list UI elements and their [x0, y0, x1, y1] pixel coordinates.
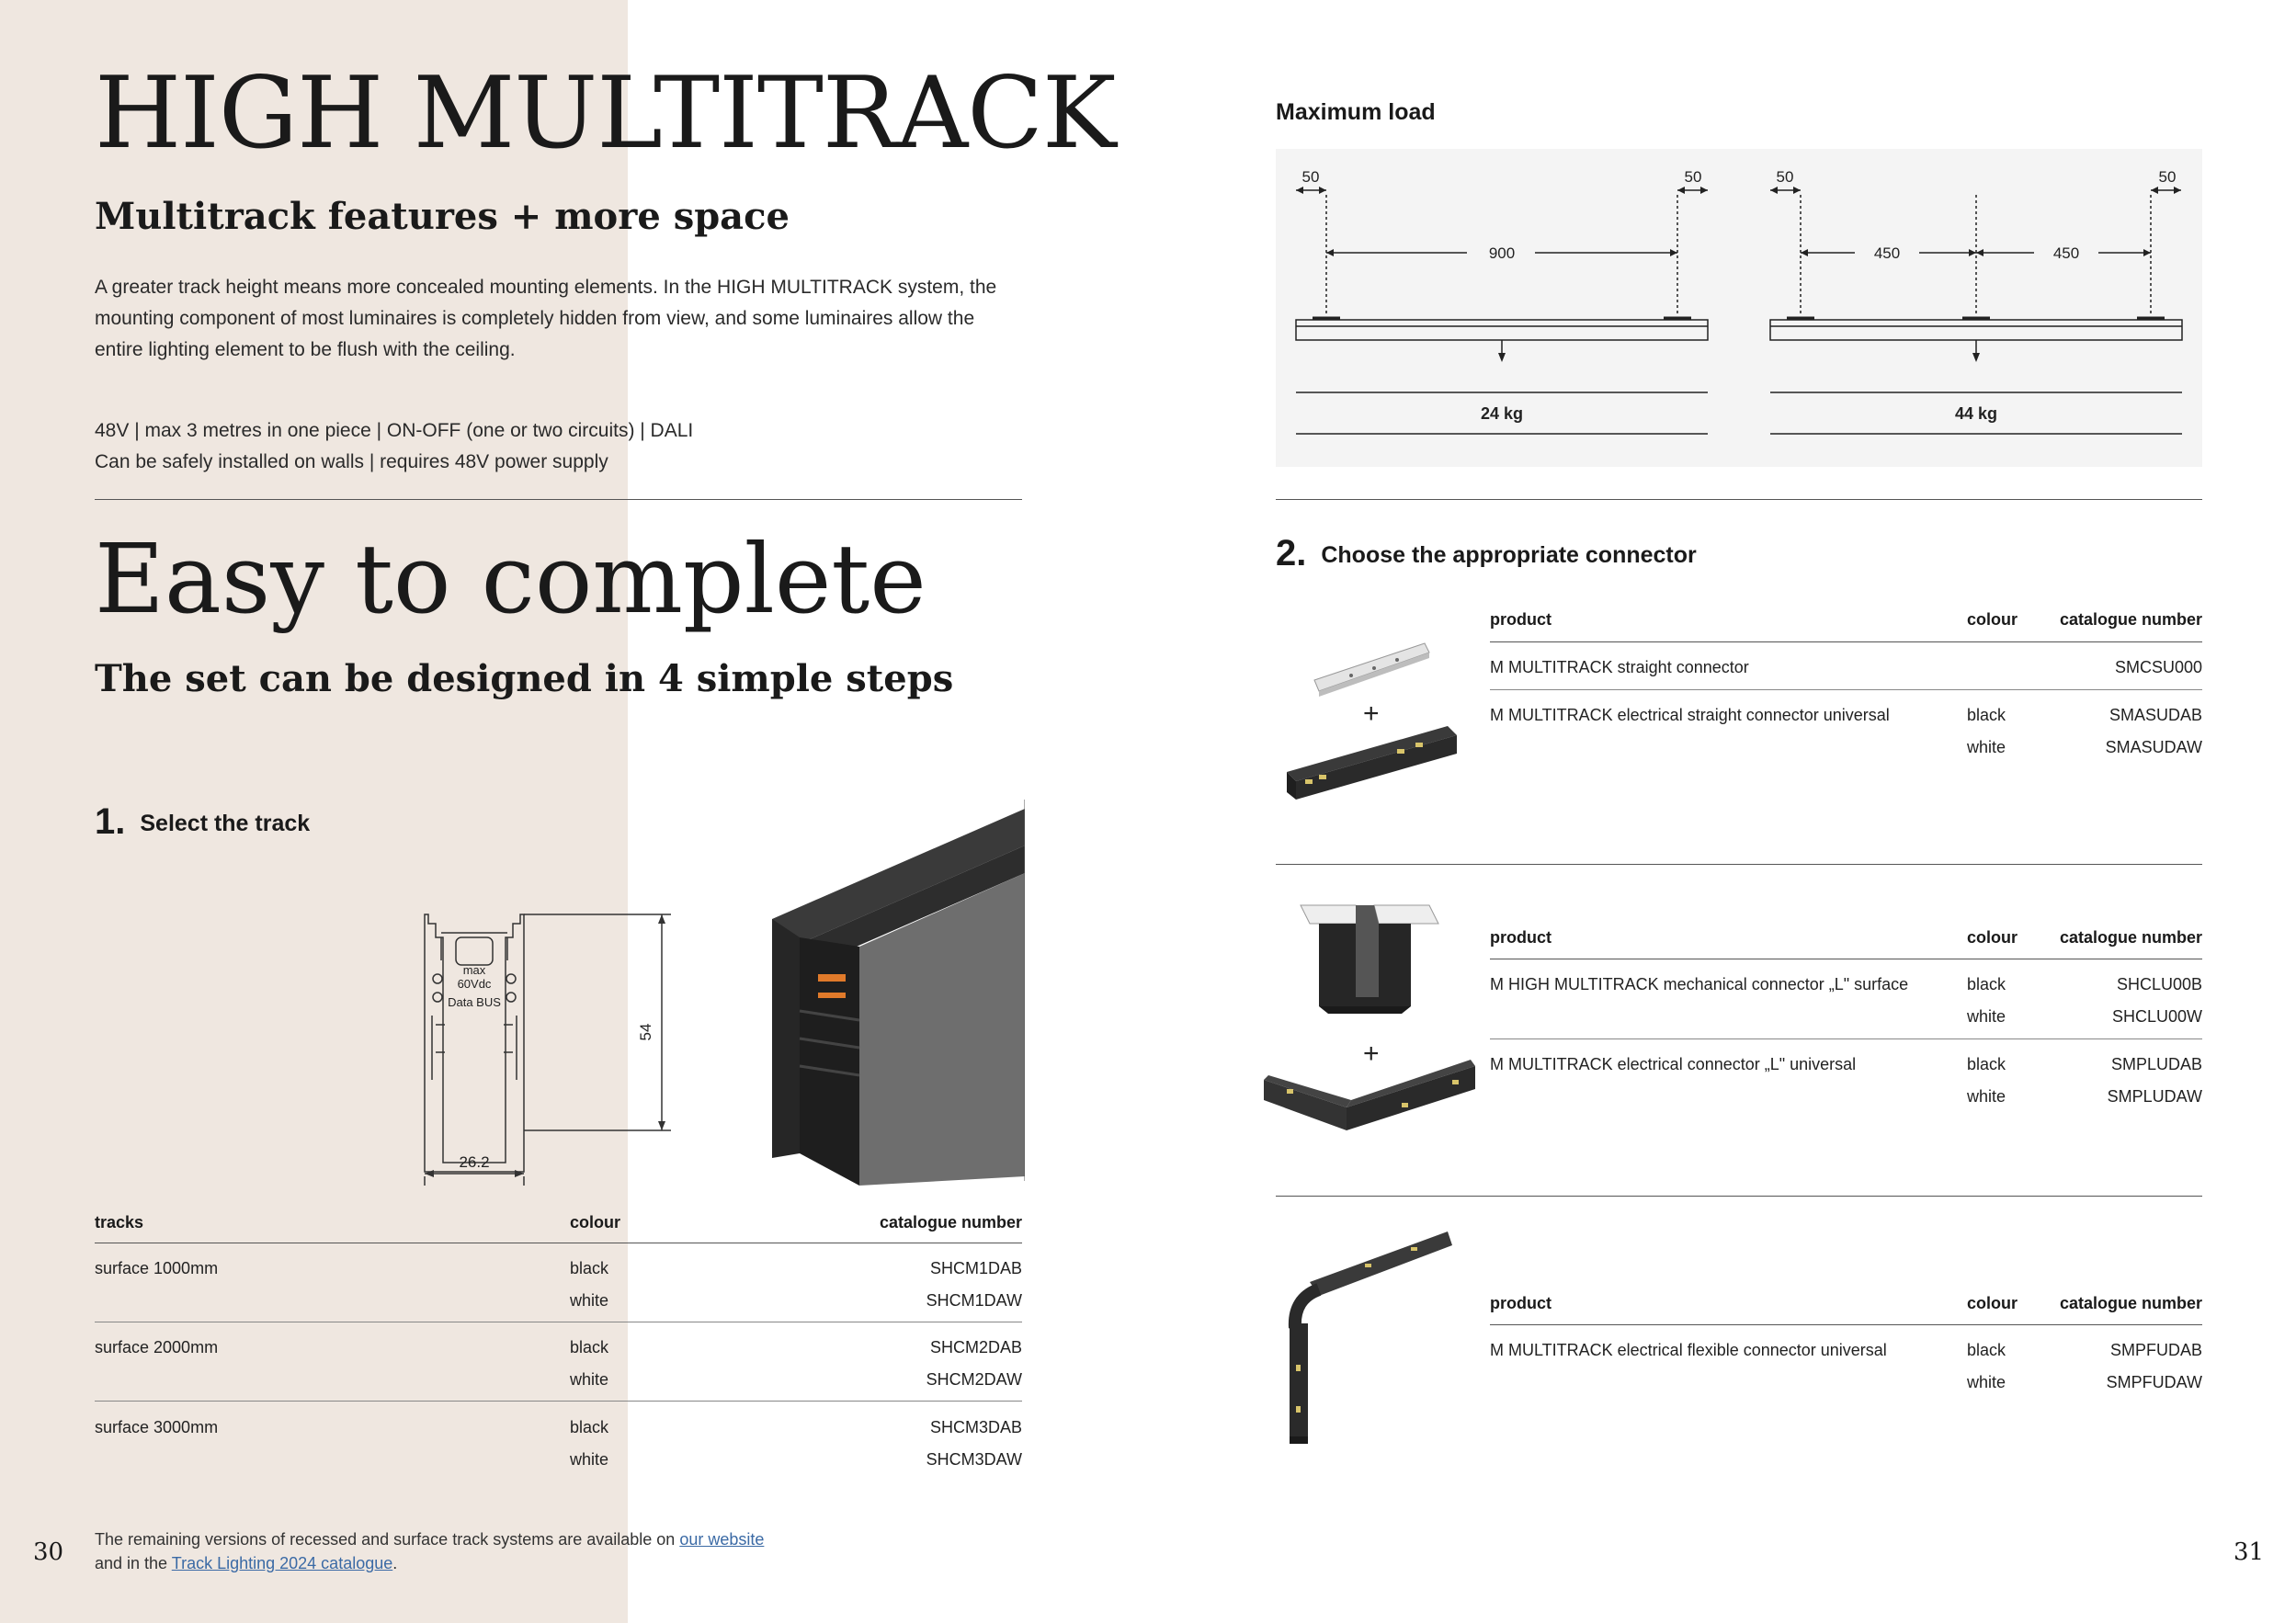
- t2-header-product: product: [1490, 928, 1552, 947]
- track-row-3-code-2: SHCM3DAW: [926, 1450, 1022, 1469]
- section-divider-right: [1276, 499, 2202, 500]
- load2-left-dim: 50: [1776, 168, 1794, 186]
- t2-row-1-colour-2: white: [1967, 1007, 2006, 1026]
- t1-header-product: product: [1490, 610, 1552, 629]
- l-connector-image: [1264, 896, 1480, 1149]
- specs-line-1: 48V | max 3 metres in one piece | ON-OFF (one or two circuits) | DALI: [95, 420, 694, 441]
- max-load-title: Maximum load: [1276, 99, 1436, 125]
- t1-row-2-product: M MULTITRACK electrical straight connector universal: [1490, 706, 1890, 724]
- track-3d-image: [767, 800, 1025, 1186]
- track-row-1-code-2: SHCM1DAW: [926, 1291, 1022, 1310]
- t1-header-colour: colour: [1967, 610, 2018, 629]
- load2-weight: 44 kg: [1954, 404, 1998, 423]
- step-2-label: Choose the appropriate connector: [1321, 542, 1697, 568]
- load1-left-dim: 50: [1301, 168, 1320, 186]
- t2-row-1-code-1: SHCLU00B: [2116, 975, 2202, 993]
- step-1-label: Select the track: [140, 811, 311, 836]
- t2-row-2-code-1: SMPLUDAB: [2110, 1055, 2202, 1073]
- track-row-2-name: surface 2000mm: [95, 1338, 219, 1356]
- t1-row-2-code-1: SMASUDAB: [2108, 706, 2202, 724]
- footer-text-1: The remaining versions of recessed and surface track systems are available on: [95, 1530, 680, 1549]
- plus-sign-1: +: [1363, 698, 1380, 729]
- max-load-diagram: [1276, 149, 2202, 467]
- track-row-2-colour-2: white: [570, 1370, 609, 1389]
- drawing-width-dim: 26.2: [459, 1153, 490, 1171]
- t2-row-1-colour-1: black: [1967, 975, 2006, 993]
- load1-right-dim: 50: [1684, 168, 1702, 186]
- tracks-col-header-colour: colour: [570, 1213, 621, 1231]
- t2-header-colour: colour: [1967, 928, 2018, 947]
- track-row-1-colour-1: black: [570, 1259, 609, 1277]
- section-divider-left: [95, 499, 1022, 500]
- t2-header-catalogue: catalogue number: [2059, 928, 2202, 947]
- track-row-1-code-1: SHCM1DAB: [929, 1259, 1022, 1277]
- drawing-vdc-label: 60Vdc: [457, 977, 492, 991]
- t3-header-product: product: [1490, 1294, 1552, 1312]
- website-link[interactable]: our website: [679, 1530, 765, 1549]
- footer-note: [95, 1527, 764, 1575]
- t3-header-rule: [1490, 1324, 2202, 1325]
- drawing-height-dim: 54: [637, 1023, 654, 1041]
- track-row-2-code-1: SHCM2DAB: [929, 1338, 1022, 1356]
- track-row-2-colour-1: black: [570, 1338, 609, 1356]
- tracks-col-header-name: tracks: [95, 1213, 144, 1231]
- group-divider-1: [1276, 864, 2202, 865]
- t3-header-colour: colour: [1967, 1294, 2018, 1312]
- load2-right-dim: 50: [2158, 168, 2177, 186]
- footer-text-3: .: [392, 1554, 398, 1572]
- step-2-heading: [1276, 533, 1697, 574]
- tracks-col-header-catalogue: catalogue number: [879, 1213, 1022, 1231]
- step-1-number: 1.: [95, 801, 126, 842]
- t2-row-1-product: M HIGH MULTITRACK mechanical connector „L" surface: [1490, 975, 1909, 993]
- t3-row-1-product: M MULTITRACK electrical flexible connector universal: [1490, 1341, 1887, 1359]
- intro-paragraph: A greater track height means more concealed mounting elements. In the HIGH MULTITRACK system, the mounting component of most luminaires is completely hidden from view, and some luminaires allow the entire lighting element to be flush with the ceiling.: [95, 277, 997, 360]
- t1-row-1-code: SMCSU000: [2114, 658, 2202, 676]
- t2-row-2-code-2: SMPLUDAW: [2107, 1087, 2202, 1106]
- t3-row-1-code-2: SMPFUDAW: [2106, 1373, 2202, 1391]
- step-2-number: 2.: [1276, 533, 1307, 573]
- group-divider-2: [1276, 1196, 2202, 1197]
- track-row-1-name: surface 1000mm: [95, 1259, 219, 1277]
- load2-span1-dim: 450: [1873, 244, 1901, 262]
- load-diagram-svg: [1276, 149, 2202, 467]
- track-row-3-name: surface 3000mm: [95, 1418, 219, 1436]
- straight-connector-image: [1287, 634, 1480, 818]
- track-row-2-code-2: SHCM2DAW: [926, 1370, 1022, 1389]
- t2-row-2-colour-2: white: [1967, 1087, 2006, 1106]
- track-row-1-colour-2: white: [570, 1291, 609, 1310]
- page-subtitle: Multitrack features + more space: [95, 195, 790, 238]
- section-title: Easy to complete: [95, 523, 926, 635]
- catalogue-link[interactable]: Track Lighting 2024 catalogue: [171, 1554, 393, 1572]
- t3-row-1-code-1: SMPFUDAB: [2109, 1341, 2202, 1359]
- footer-text-2: and in the: [95, 1554, 172, 1572]
- t1-row-2-code-2: SMASUDAW: [2105, 738, 2202, 756]
- page-number-right: 31: [2233, 1538, 2265, 1566]
- load1-span-dim: 900: [1488, 244, 1516, 262]
- track-row-3-colour-2: white: [570, 1450, 609, 1469]
- t1-row-2-colour-2: white: [1967, 738, 2006, 756]
- t3-row-1-colour-2: white: [1967, 1373, 2006, 1391]
- track-profile-outline: [425, 914, 524, 1172]
- specs-block: [95, 415, 995, 478]
- specs-line-2: Can be safely installed on walls | requires 48V power supply: [95, 451, 608, 472]
- track-row-3-colour-1: black: [570, 1418, 609, 1436]
- plus-sign-2: +: [1363, 1038, 1380, 1069]
- load1-weight: 24 kg: [1480, 404, 1524, 423]
- t2-row-1-code-2: SHCLU00W: [2111, 1007, 2202, 1026]
- flexible-connector-image: [1282, 1227, 1466, 1447]
- track-cross-section-drawing: [404, 896, 699, 1186]
- section-subtitle: The set can be designed in 4 simple steps: [95, 657, 954, 700]
- t3-row-1-colour-1: black: [1967, 1341, 2006, 1359]
- t1-header-catalogue: catalogue number: [2059, 610, 2202, 629]
- drawing-max-label: max: [462, 963, 486, 977]
- t1-row-2-colour-1: black: [1967, 706, 2006, 724]
- t2-row-2-product: M MULTITRACK electrical connector „L" universal: [1490, 1055, 1857, 1073]
- track-row-rule: [95, 1401, 1022, 1402]
- page-title: HIGH MULTITRACK: [95, 56, 1116, 171]
- t3-header-catalogue: catalogue number: [2059, 1294, 2202, 1312]
- t1-header-rule: [1490, 641, 2202, 642]
- load2-span2-dim: 450: [2052, 244, 2080, 262]
- page-number-left: 30: [33, 1538, 64, 1566]
- t2-row-2-colour-1: black: [1967, 1055, 2006, 1073]
- step-1-heading: [95, 801, 310, 843]
- t2-row-rule: [1490, 1038, 2202, 1039]
- drawing-bus-label: Data BUS: [448, 995, 501, 1009]
- t1-row-rule: [1490, 689, 2202, 690]
- t1-row-1-product: M MULTITRACK straight connector: [1490, 658, 1749, 676]
- track-row-3-code-1: SHCM3DAB: [929, 1418, 1022, 1436]
